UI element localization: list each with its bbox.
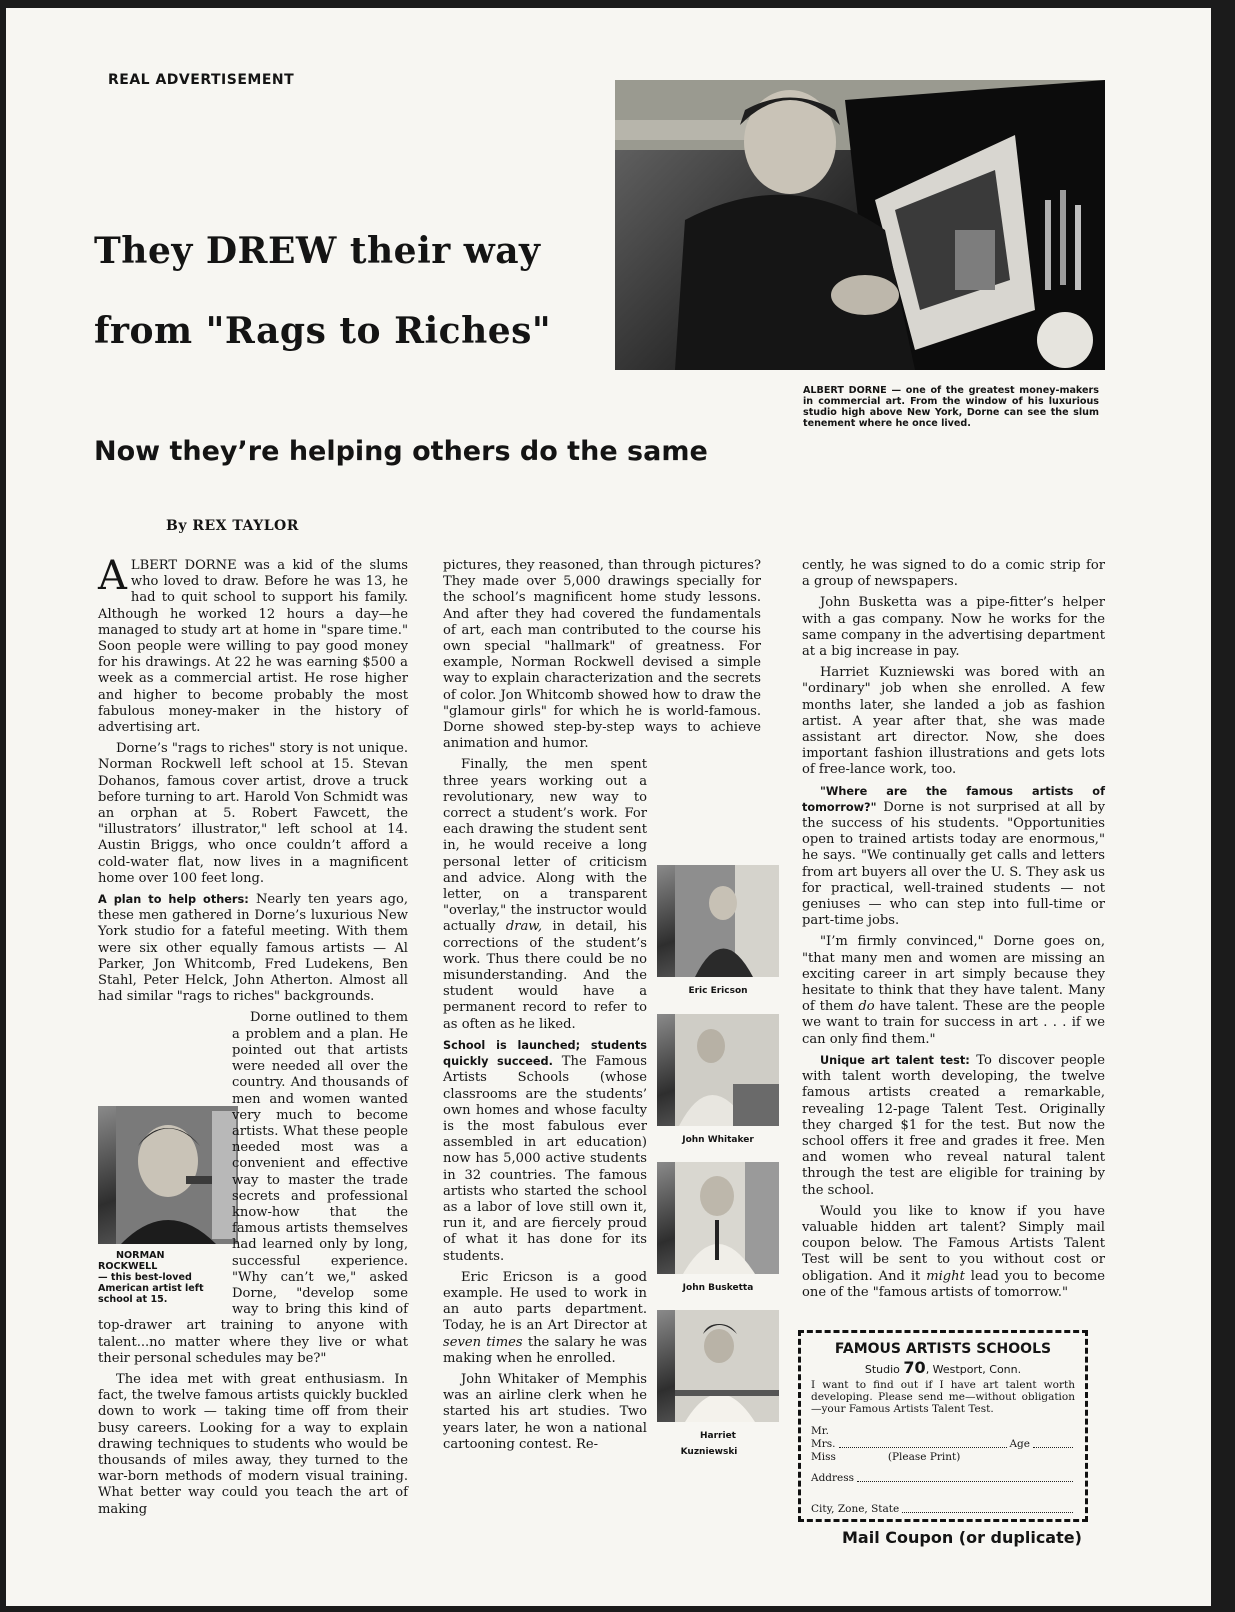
norman-rockwell-illustration xyxy=(116,1106,238,1244)
caption-text: — this best-loved American artist left school at 15. xyxy=(98,1272,204,1306)
paragraph-text: Finally, the men spent three years working out a revolutionary, new way to correct a student’s work. For each drawing the student sent in, he would receive a long personal letter of criticism and advice. Along with the letter, on a transparent "overlay," the instructor would actually xyxy=(443,757,647,935)
paragraph xyxy=(802,1053,1105,1199)
address-label: Address xyxy=(811,1472,855,1484)
photo-caption-busketta: John Busketta xyxy=(682,1282,754,1293)
article-column-3 xyxy=(802,558,1105,1306)
paragraph-text: the salary he was making when he enrolled. xyxy=(443,1334,648,1366)
city-field[interactable] xyxy=(902,1511,1073,1513)
kicker-label: REAL ADVERTISEMENT xyxy=(108,72,295,88)
run-in-heading: School is launched; students quickly succeed. xyxy=(443,1038,647,1069)
albert-dorne-illustration xyxy=(615,80,1105,370)
italic-word: might xyxy=(926,1268,965,1284)
john-busketta-illustration xyxy=(675,1162,779,1274)
paragraph: The idea met with great enthusiasm. In fact, the twelve famous artists quickly buckled down to work — taking time off from their busy careers. Looking for a way to explain drawing techniques to students who would be thousands of miles away, they turned to the war-born methods of modern visual training. What better way could you teach the art of making xyxy=(98,1371,408,1517)
coupon-text: I want to find out if I have art talent worth developing. Please send me—without obligation—your Famous Artists Talent Test. xyxy=(811,1379,1075,1415)
paragraph-text: Would you like to know if you have valuable hidden art talent? Simply mail coupon below. The Famous Artists Talent Test will be sent to you without cost or obligation. And it xyxy=(802,1203,1105,1284)
paragraph-text: in detail, his corrections of the student’s work. Thus there could be no misunderstanding. And the student would have a permanent record to refer to as often as he liked. xyxy=(443,919,648,1032)
paragraph: pictures, they reasoned, than through pictures? They made over 5,000 drawings specially for the school’s magnificent home study lessons. And after they had covered the fundamentals of art, each man contributed to the course his own special "hallmark" of greatness. For example, Norman Rockwell devised a simple way to explain characterization and the secrets of color. Jon Whitcomb showed how to draw the "glamour girls" for which he is world-famous. Dorne showed step-by-step ways to achieve animation and humor. xyxy=(443,558,761,752)
paragraph: Dorne’s "rags to riches" story is not unique. Norman Rockwell left school at 15. Stevan Dohanos, famous cover artist, drove a truck before turning to art. Harold Von Schmidt was an orphan at 5. Robert Fawcett, the "illustrators’ illustrator," left school at 14. Austin Briggs, who once couldn’t afford a cold-water flat, now lives in a magnificent home over 100 feet long. xyxy=(98,741,408,886)
harriet-kuzniewski-illustration xyxy=(675,1310,779,1422)
paragraph-text: LBERT DORNE was a kid of the slums who loved to draw. Before he was 13, he had to quit school to support his family. Although he worked 12 hours a day—he managed to study art at home in "spare time." Soon people were willing to pay good money for his drawings. At 22 he was earning $500 a week as a commercial artist. He rose higher and higher to become probably the most fabulous money-maker in the history of advertising art. xyxy=(98,558,408,736)
photo-caption-ericson: Eric Ericson xyxy=(688,986,748,997)
coupon-form xyxy=(811,1425,1075,1516)
paragraph-text: The Famous Artists Schools (whose classrooms are the students’ own homes and whose faculty is the most fabulous ever assembled in art education) now has 5,000 active students in 32 countries. The famous artists who started the school as a labor of love still own it, run it, and are fiercely proud of what it has done for its students. xyxy=(443,1054,647,1264)
eric-ericson-photo xyxy=(657,865,761,977)
paragraph-text: To discover people with talent worth developing, the twelve famous artists created a remarkable, revealing 12-page Talent Test. Originally they charged $1 for the test. But now the school offers it free and grades it free. Men and women who reveal natural talent through the test are eligible for training by the school. xyxy=(802,1052,1105,1198)
coupon-studio-line xyxy=(811,1358,1075,1377)
paragraph: John Whitaker of Memphis was an airline clerk when he started his art studies. Two years later, he won a national cartooning contest. Re- xyxy=(443,1371,647,1452)
drop-cap: A xyxy=(98,553,127,599)
magazine-page xyxy=(6,8,1211,1606)
john-whitaker-photo xyxy=(657,1014,761,1126)
paragraph xyxy=(98,892,408,1005)
italic-phrase: seven times xyxy=(443,1334,523,1350)
coupon-title: FAMOUS ARTISTS SCHOOLS xyxy=(834,1341,1052,1357)
italic-word: do xyxy=(858,999,875,1015)
paragraph-text: Dorne outlined to them a problem and a plan. He pointed out that artists were needed all over the country. And thousands of men and women wanted very much to become artists. What these people needed most was a convenient and effective way to master the trade secrets and professional know-how that the famous artists themselves had learned only by long, successful experience. "Why can’t we," asked Dorne, "develop some way to bring this kind of top-drawer art training to anyone with talent...no matter where they live or what their personal schedules may be?" xyxy=(98,1010,408,1366)
paragraph-text: Eric Ericson is a good example. He used to work in an auto parts department. Today, he is an Art Director at xyxy=(443,1269,647,1334)
john-busketta-photo xyxy=(657,1162,761,1274)
article-column-1 xyxy=(98,553,408,1523)
paragraph xyxy=(98,553,408,736)
mr-label: Mr. xyxy=(811,1425,829,1437)
paragraph xyxy=(802,784,1105,930)
age-field[interactable] xyxy=(1033,1446,1073,1448)
headline-line-2: from "Rags to Riches" xyxy=(94,310,552,352)
article-column-2 xyxy=(443,558,761,1464)
run-in-heading: Unique art talent test: xyxy=(820,1053,970,1067)
paragraph: cently, he was signed to do a comic strip for a group of newspapers. xyxy=(802,558,1105,590)
paragraph: John Busketta was a pipe-fitter’s helper with a gas company. Now he works for the same company in the advertising department at a big increase in pay. xyxy=(802,595,1105,660)
coupon-footer: Mail Coupon (or duplicate) xyxy=(842,1528,1082,1547)
miss-row xyxy=(811,1451,1075,1464)
norman-rockwell-figure xyxy=(98,1106,222,1305)
student-photos xyxy=(657,865,761,1460)
paragraph: Harriet Kuzniewski was bored with an "ordinary" job when she enrolled. A few months later, she landed a job as fashion artist. A year after that, she was made assistant art director. Now, she does important fashion illustrations and gets lots of free-lance work, too. xyxy=(802,665,1105,778)
city-label: City, Zone, State xyxy=(811,1503,900,1515)
harriet-kuzniewski-photo xyxy=(657,1310,761,1422)
mr-row xyxy=(811,1425,1075,1438)
studio-suffix: , Westport, Conn. xyxy=(925,1363,1022,1376)
please-print-label: (Please Print) xyxy=(887,1451,961,1463)
photo-caption-kuzniewski: Harriet Kuzniewski xyxy=(680,1431,738,1458)
paragraph xyxy=(98,1010,408,1366)
hero-caption: ALBERT DORNE — one of the greatest money-makers in commercial art. From the window of his luxurious studio high above New York, Dorne can see the slum tenement where he once lived. xyxy=(803,385,1099,429)
run-in-heading: A plan to help others: xyxy=(98,893,249,907)
albert-dorne-photo xyxy=(615,80,1105,370)
address-row[interactable] xyxy=(811,1472,1075,1485)
address-field[interactable] xyxy=(857,1480,1073,1482)
photo-caption-whitaker: John Whitaker xyxy=(682,1134,754,1145)
paragraph xyxy=(802,1204,1105,1301)
norman-rockwell-caption xyxy=(98,1250,222,1305)
studio-number: 70 xyxy=(903,1358,926,1377)
studio-prefix: Studio xyxy=(864,1363,904,1376)
byline: By REX TAYLOR xyxy=(166,518,299,534)
subhead: Now they’re helping others do the same xyxy=(94,436,708,467)
italic-word: draw, xyxy=(505,919,543,935)
paragraph-text: "I’m firmly convinced," Dorne goes on, "that many men and women are missing an exciting career in art simply because they hesitate to think that they have talent. Many of them xyxy=(802,934,1105,1015)
miss-label: Miss xyxy=(811,1451,836,1463)
norman-rockwell-photo xyxy=(98,1106,220,1244)
headline-line-1: They DREW their way xyxy=(94,230,541,272)
paragraph-text: lead you to become one of the "famous artists of tomorrow." xyxy=(802,1268,1105,1300)
name-row[interactable] xyxy=(811,1438,1075,1451)
city-row[interactable] xyxy=(811,1503,1075,1516)
run-in-heading: "Where are the famous artists of tomorrow?" xyxy=(802,784,1105,814)
caption-name: NORMAN ROCKWELL xyxy=(98,1250,165,1273)
paragraph-text: have talent. These are the people we want to train for success in art . . . if we can only find them." xyxy=(802,999,1105,1047)
mrs-label: Mrs. xyxy=(811,1438,836,1450)
age-label: Age xyxy=(1009,1438,1030,1450)
john-whitaker-illustration xyxy=(675,1014,779,1126)
eric-ericson-illustration xyxy=(675,865,779,977)
name-field[interactable] xyxy=(839,1446,1008,1448)
paragraph xyxy=(802,934,1105,1047)
paragraph-text: Dorne is not surprised at all by the success of his students. "Opportunities open to trained artists today are enormous," he says. "We continually get calls and letters from art buyers all over the U. S. They ask us for practical, well-trained students — not geniuses — who can step into full-time or part-time jobs. xyxy=(802,799,1105,929)
paragraph-text: Nearly ten years ago, these men gathered in Dorne’s luxurious New York studio for a fateful meeting. With them were six other equally famous artists — Al Parker, Jon Whitcomb, Fred Ludekens, Ben Stahl, Peter Helck, John Atherton. Almost all had similar "rags to riches" backgrounds. xyxy=(98,892,408,1005)
mail-coupon[interactable] xyxy=(798,1330,1088,1522)
